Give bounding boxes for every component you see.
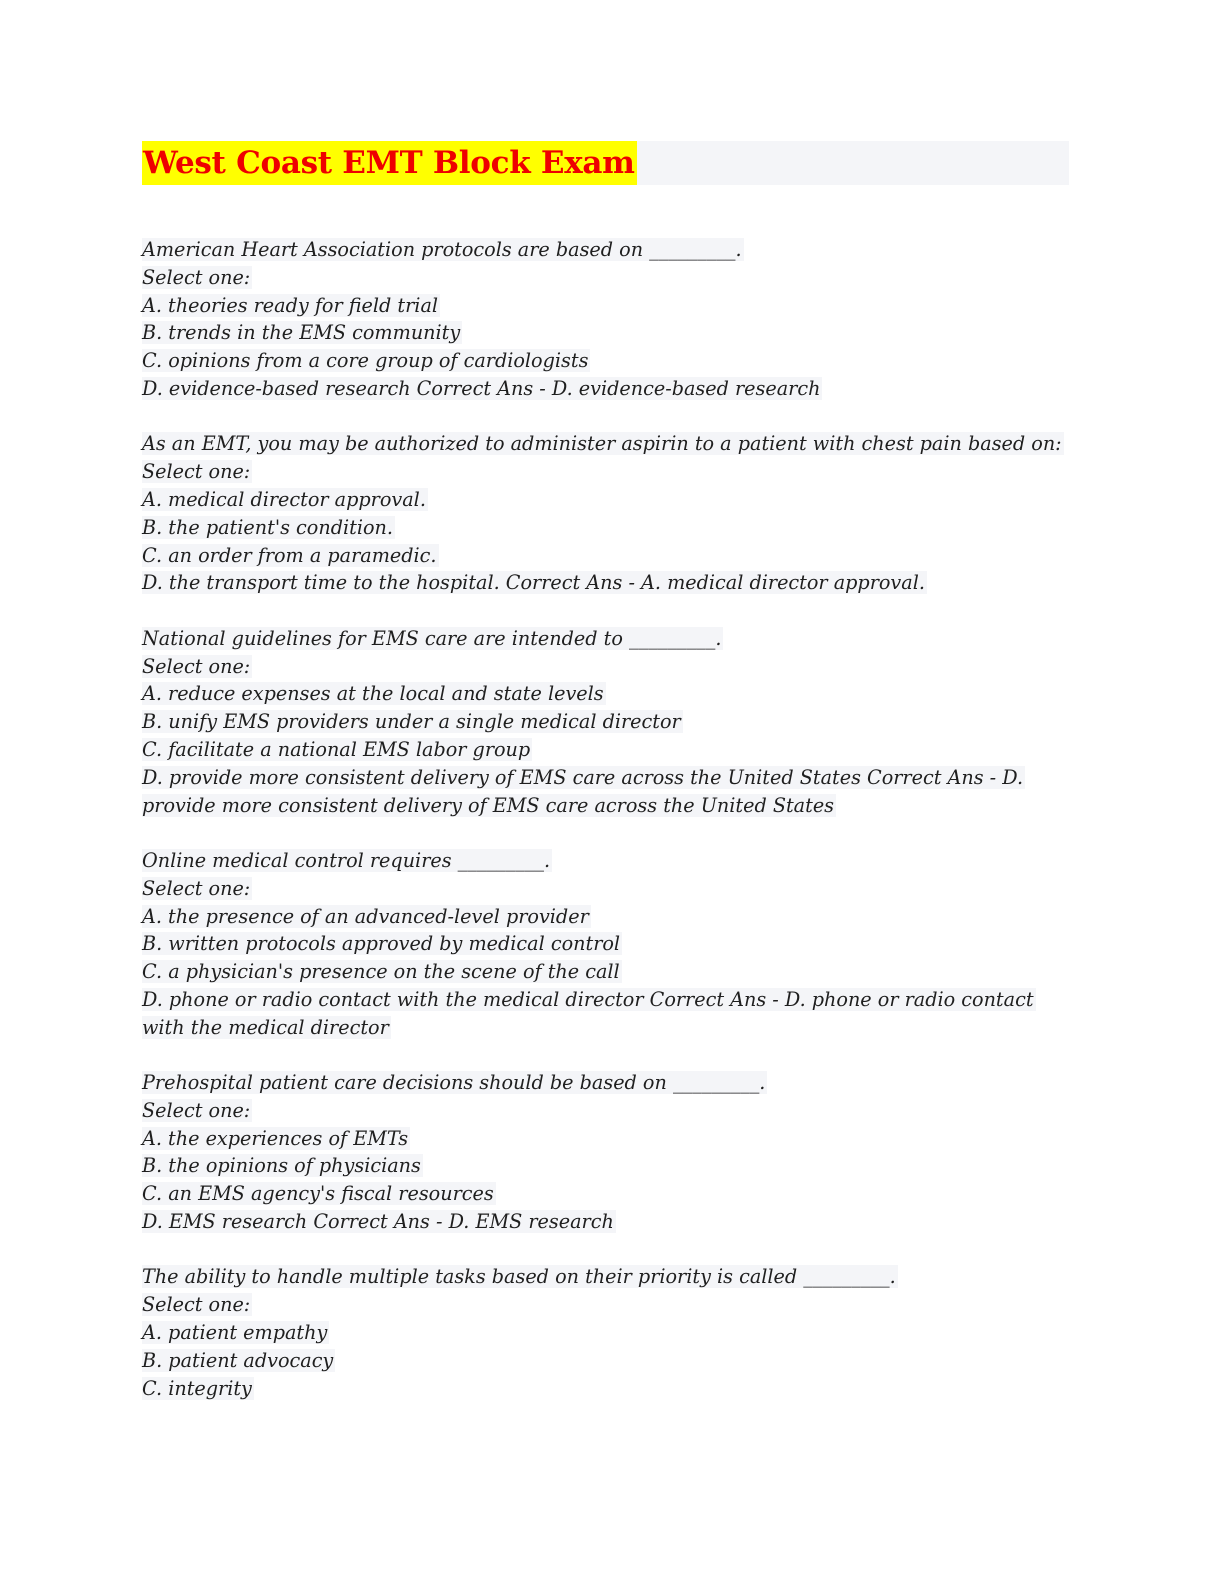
line-text: A. medical director approval. xyxy=(142,487,426,511)
answer-option xyxy=(142,347,1082,375)
line-text: B. trends in the EMS community xyxy=(142,321,461,345)
line-text: Online medical control requires _________. xyxy=(142,848,551,872)
answer-option xyxy=(142,764,1082,792)
answer-option xyxy=(142,375,1082,403)
question-block xyxy=(142,1069,1082,1236)
line-text: As an EMT, you may be authorized to administer aspirin to a patient with chest pain based on: xyxy=(142,432,1062,456)
line-text: The ability to handle multiple tasks based on their priority is called _________. xyxy=(142,1265,896,1289)
question-block xyxy=(142,430,1082,597)
line-text: B. written protocols approved by medical control xyxy=(142,932,621,956)
question-stem xyxy=(142,625,1082,653)
answer-option xyxy=(142,1180,1082,1208)
line-text: C. opinions from a core group of cardiologists xyxy=(142,349,589,373)
line-text: D. evidence-based research Correct Ans - D. evidence-based research xyxy=(142,376,821,400)
answer-option xyxy=(142,1319,1082,1347)
line-text: C. facilitate a national EMS labor group xyxy=(142,737,531,761)
question-stem xyxy=(142,1263,1082,1291)
answer-option xyxy=(142,792,1082,820)
line-text: C. a physician's presence on the scene of the call xyxy=(142,960,620,984)
answer-option xyxy=(142,319,1082,347)
line-text: C. an order from a paramedic. xyxy=(142,543,437,567)
answer-option xyxy=(142,680,1082,708)
answer-option xyxy=(142,1347,1082,1375)
select-one-label xyxy=(142,458,1082,486)
line-text: B. unify EMS providers under a single medical director xyxy=(142,710,681,734)
line-text: provide more consistent delivery of EMS care across the United States xyxy=(142,793,835,817)
question-stem xyxy=(142,236,1082,264)
question-stem xyxy=(142,1069,1082,1097)
question-block xyxy=(142,1263,1082,1402)
question-block xyxy=(142,847,1082,1042)
line-text: Select one: xyxy=(142,460,251,484)
line-text: B. patient advocacy xyxy=(142,1348,334,1372)
answer-option xyxy=(142,486,1082,514)
question-block xyxy=(142,236,1082,403)
answer-option xyxy=(142,1014,1082,1042)
line-text: Select one: xyxy=(142,1098,251,1122)
answer-option xyxy=(142,1152,1082,1180)
line-text: C. integrity xyxy=(142,1376,252,1400)
select-one-label xyxy=(142,1291,1082,1319)
select-one-label xyxy=(142,1097,1082,1125)
answer-option xyxy=(142,1375,1082,1403)
answer-option xyxy=(142,986,1082,1014)
line-text: Select one: xyxy=(142,1293,251,1317)
line-text: A. reduce expenses at the local and state levels xyxy=(142,682,604,706)
line-text: D. provide more consistent delivery of EMS care across the United States Correct Ans - D. xyxy=(142,765,1024,789)
line-text: Select one: xyxy=(142,876,251,900)
answer-option xyxy=(142,930,1082,958)
line-text: C. an EMS agency's fiscal resources xyxy=(142,1182,494,1206)
answer-option xyxy=(142,903,1082,931)
document-title: West Coast EMT Block Exam xyxy=(142,141,637,185)
answer-option xyxy=(142,514,1082,542)
select-one-label xyxy=(142,264,1082,292)
line-text: A. theories ready for field trial xyxy=(142,293,439,317)
line-text: National guidelines for EMS care are intended to _________. xyxy=(142,626,722,650)
answer-option xyxy=(142,1208,1082,1236)
line-text: Select one: xyxy=(142,265,251,289)
question-stem xyxy=(142,847,1082,875)
answer-option xyxy=(142,958,1082,986)
line-text: D. EMS research Correct Ans - D. EMS research xyxy=(142,1210,614,1234)
answer-option xyxy=(142,542,1082,570)
answer-option xyxy=(142,569,1082,597)
line-text: D. the transport time to the hospital. Correct Ans - A. medical director approval. xyxy=(142,571,925,595)
line-text: A. patient empathy xyxy=(142,1321,328,1345)
question-block xyxy=(142,625,1082,820)
answer-option xyxy=(142,708,1082,736)
question-list xyxy=(142,236,1082,1430)
line-text: B. the patient's condition. xyxy=(142,515,393,539)
select-one-label xyxy=(142,653,1082,681)
line-text: D. phone or radio contact with the medical director Correct Ans - D. phone or radio contact xyxy=(142,987,1034,1011)
select-one-label xyxy=(142,875,1082,903)
answer-option xyxy=(142,292,1082,320)
answer-option xyxy=(142,736,1082,764)
line-text: A. the presence of an advanced-level provider xyxy=(142,904,589,928)
answer-option xyxy=(142,1125,1082,1153)
line-text: Prehospital patient care decisions should be based on _________. xyxy=(142,1071,766,1095)
line-text: with the medical director xyxy=(142,1015,389,1039)
question-stem xyxy=(142,430,1082,458)
line-text: Select one: xyxy=(142,654,251,678)
line-text: American Heart Association protocols are based on _________. xyxy=(142,238,742,261)
line-text: A. the experiences of EMTs xyxy=(142,1126,409,1150)
line-text: B. the opinions of physicians xyxy=(142,1154,421,1178)
